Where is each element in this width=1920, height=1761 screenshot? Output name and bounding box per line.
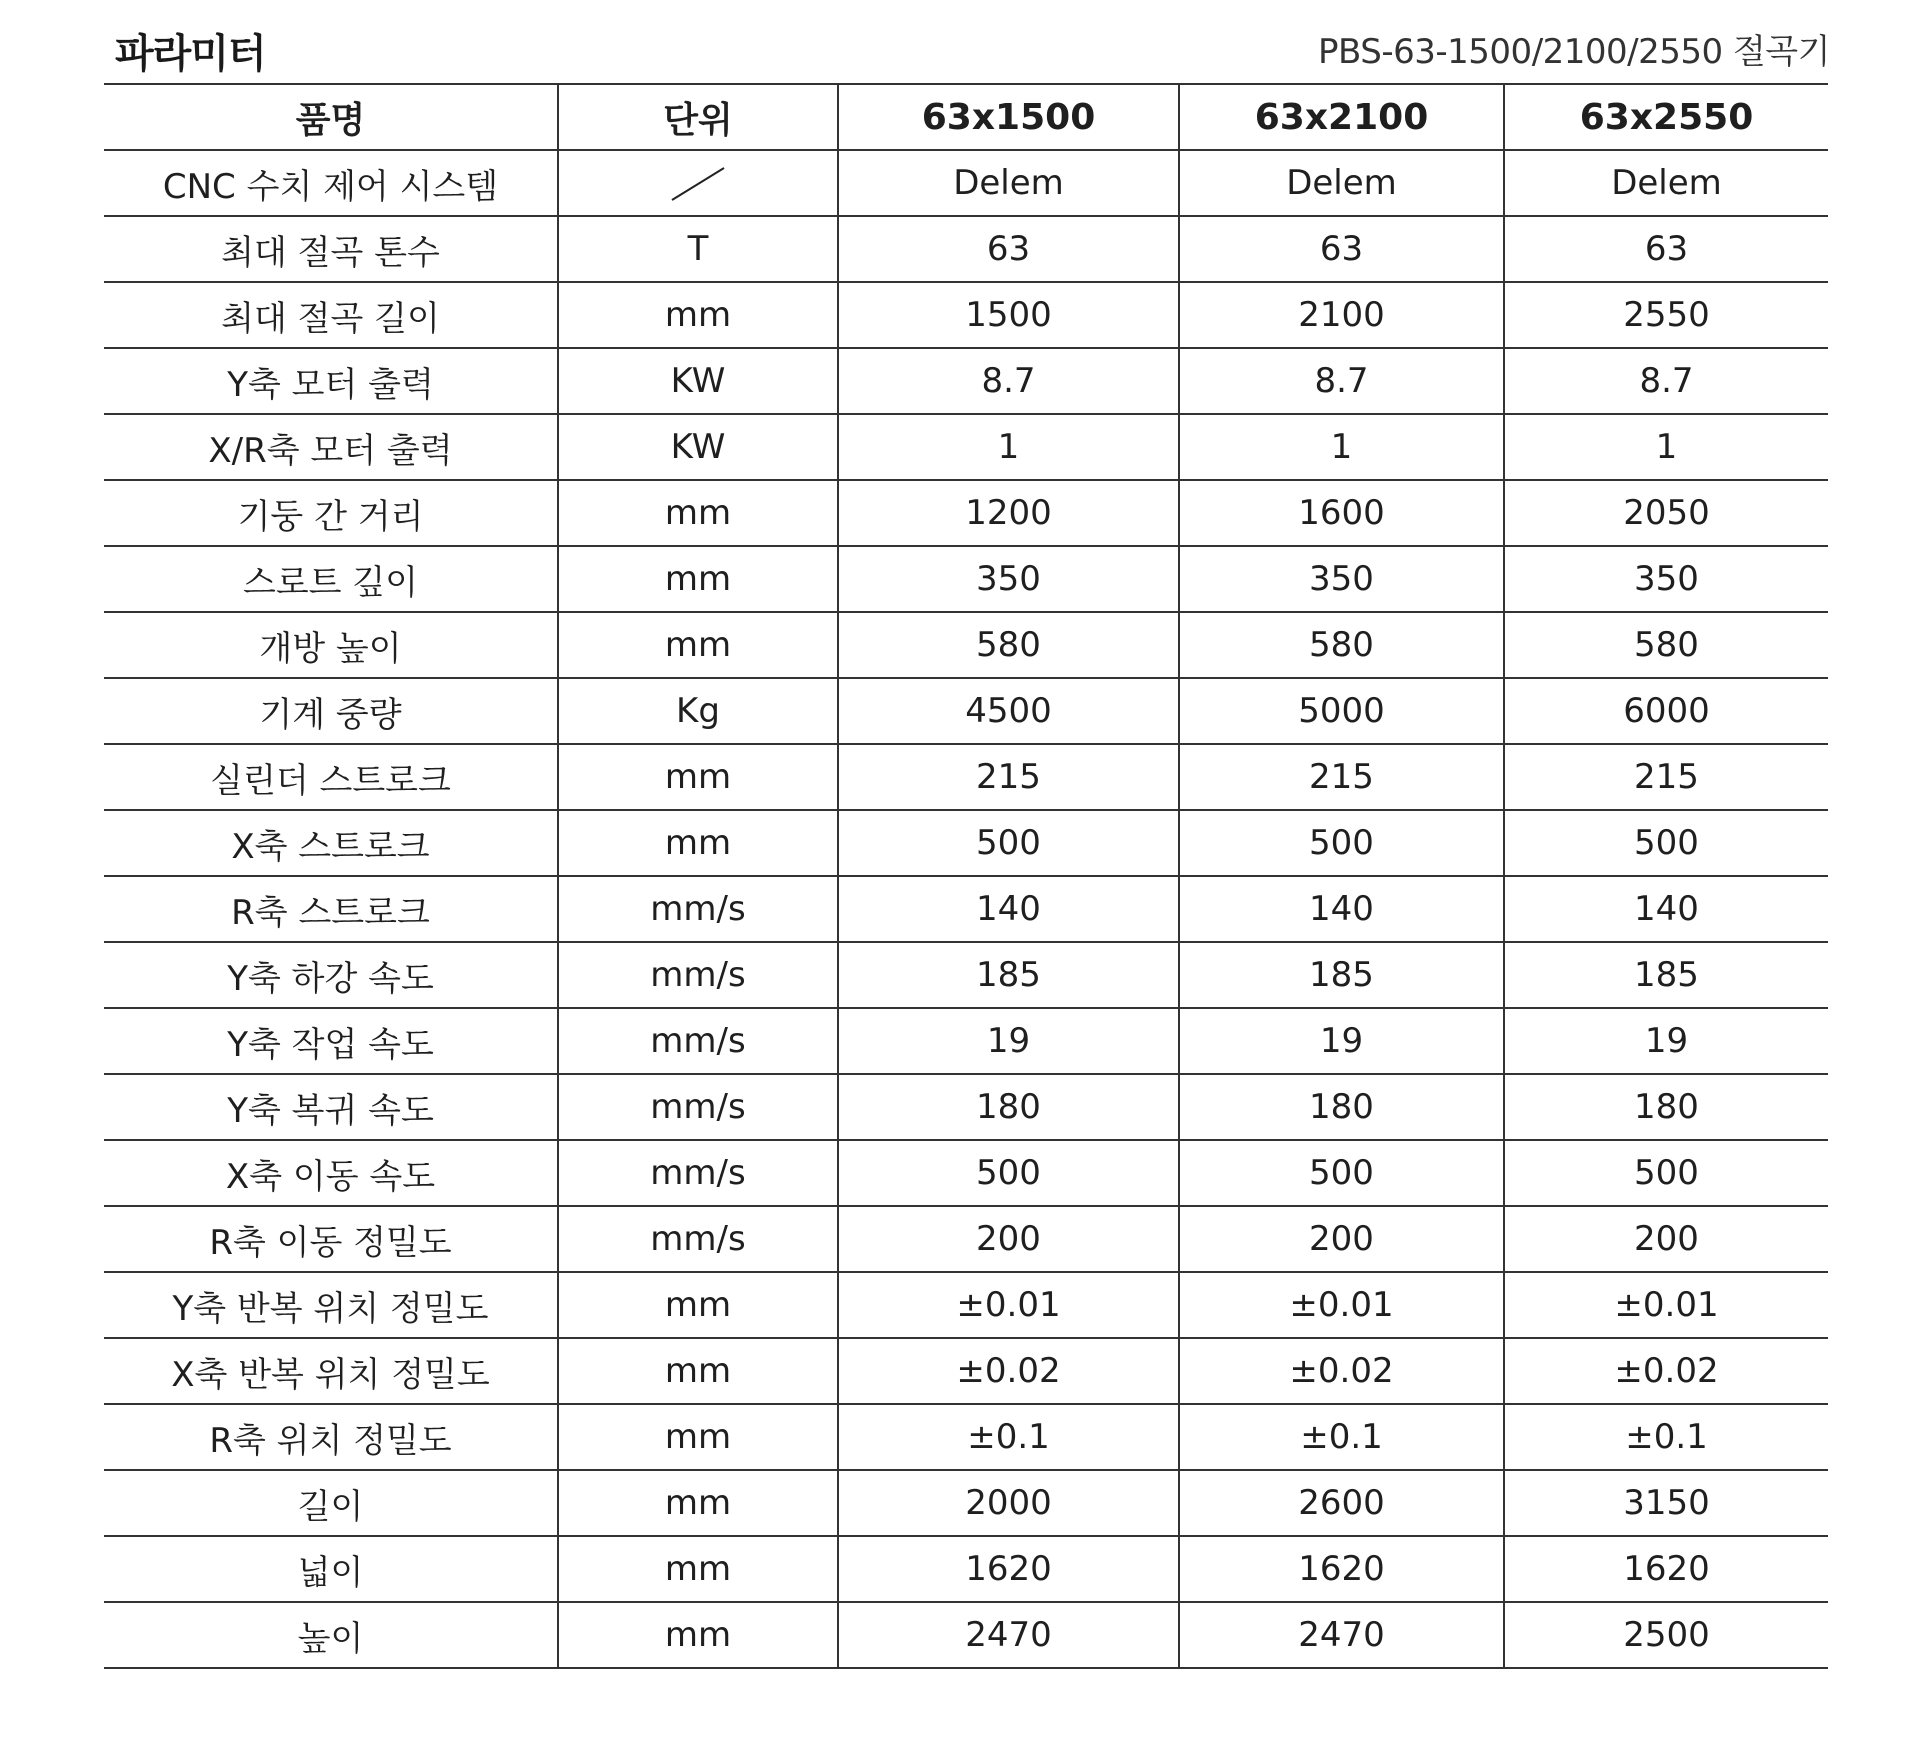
table-row: [104, 216, 1828, 282]
row-value: 2050: [1504, 480, 1828, 546]
column-header-unit: 단위: [558, 84, 838, 150]
row-value: 580: [1179, 612, 1504, 678]
column-header-63x2100: 63x2100: [1179, 84, 1504, 150]
row-value: ±0.02: [1179, 1338, 1504, 1404]
table-row: [104, 546, 1828, 612]
row-value: 2470: [838, 1602, 1179, 1668]
row-unit: mm/s: [558, 1140, 838, 1206]
table-row: [104, 942, 1828, 1008]
column-header-63x1500: 63x1500: [838, 84, 1179, 150]
row-value: 215: [1504, 744, 1828, 810]
row-unit: mm: [558, 1536, 838, 1602]
table-row: [104, 1470, 1828, 1536]
unit-not-applicable-slash: [558, 150, 838, 216]
row-value: 500: [1179, 810, 1504, 876]
row-value: 5000: [1179, 678, 1504, 744]
row-value: ±0.02: [1504, 1338, 1828, 1404]
row-value: 2500: [1504, 1602, 1828, 1668]
table-row: [104, 348, 1828, 414]
row-value: 215: [1179, 744, 1504, 810]
spec-table: [104, 83, 1828, 1669]
table-row: [104, 282, 1828, 348]
row-name: 실린더 스트로크: [104, 744, 558, 810]
row-value: 185: [838, 942, 1179, 1008]
table-row: [104, 1602, 1828, 1668]
row-value: 1200: [838, 480, 1179, 546]
row-name: X/R축 모터 출력: [104, 414, 558, 480]
row-value: 180: [838, 1074, 1179, 1140]
table-row: [104, 480, 1828, 546]
row-value: 1500: [838, 282, 1179, 348]
row-value: 19: [1179, 1008, 1504, 1074]
row-unit: mm: [558, 744, 838, 810]
row-value: 350: [1504, 546, 1828, 612]
row-value: 500: [838, 1140, 1179, 1206]
row-unit: mm: [558, 1338, 838, 1404]
row-value: ±0.01: [1504, 1272, 1828, 1338]
model-subtitle: PBS-63-1500/2100/2550 절곡기: [1318, 32, 1830, 72]
row-unit: mm: [558, 810, 838, 876]
table-row: [104, 678, 1828, 744]
diagonal-slash-icon: [668, 164, 728, 204]
row-name: Y축 하강 속도: [104, 942, 558, 1008]
row-name: Y축 작업 속도: [104, 1008, 558, 1074]
row-value: 185: [1179, 942, 1504, 1008]
row-name: 기계 중량: [104, 678, 558, 744]
row-unit: mm: [558, 1272, 838, 1338]
page-title: 파라미터: [115, 31, 266, 77]
row-value: ±0.01: [1179, 1272, 1504, 1338]
row-unit: mm/s: [558, 1008, 838, 1074]
row-name: 스로트 깊이: [104, 546, 558, 612]
row-value: 6000: [1504, 678, 1828, 744]
row-value: 4500: [838, 678, 1179, 744]
row-name: R축 스트로크: [104, 876, 558, 942]
row-value: 500: [1504, 810, 1828, 876]
row-value: 2100: [1179, 282, 1504, 348]
table-row: [104, 150, 1828, 216]
row-value: ±0.1: [838, 1404, 1179, 1470]
row-value: 200: [1504, 1206, 1828, 1272]
row-name: 넓이: [104, 1536, 558, 1602]
row-unit: T: [558, 216, 838, 282]
row-unit: mm/s: [558, 1074, 838, 1140]
row-name: R축 위치 정밀도: [104, 1404, 558, 1470]
row-value: 63: [1179, 216, 1504, 282]
table-row: [104, 414, 1828, 480]
row-value: 500: [1504, 1140, 1828, 1206]
row-value: 1: [1504, 414, 1828, 480]
row-value: 1: [1179, 414, 1504, 480]
column-header-63x2550: 63x2550: [1504, 84, 1828, 150]
row-value: 8.7: [1504, 348, 1828, 414]
row-value: 350: [1179, 546, 1504, 612]
row-value: 63: [838, 216, 1179, 282]
row-value: 200: [838, 1206, 1179, 1272]
row-value: ±0.1: [1504, 1404, 1828, 1470]
table-row: [104, 1008, 1828, 1074]
row-unit: KW: [558, 414, 838, 480]
row-value: 580: [1504, 612, 1828, 678]
row-name: 길이: [104, 1470, 558, 1536]
row-value: Delem: [1504, 150, 1828, 216]
row-unit: Kg: [558, 678, 838, 744]
row-name: 개방 높이: [104, 612, 558, 678]
row-value: 140: [1179, 876, 1504, 942]
row-value: 1: [838, 414, 1179, 480]
table-row: [104, 744, 1828, 810]
row-value: 215: [838, 744, 1179, 810]
row-name: 최대 절곡 길이: [104, 282, 558, 348]
row-name: X축 스트로크: [104, 810, 558, 876]
row-value: 580: [838, 612, 1179, 678]
table-row: [104, 1404, 1828, 1470]
row-value: ±0.01: [838, 1272, 1179, 1338]
row-value: 1620: [1504, 1536, 1828, 1602]
row-unit: mm: [558, 612, 838, 678]
table-row: [104, 810, 1828, 876]
row-name: 기둥 간 거리: [104, 480, 558, 546]
row-name: X축 이동 속도: [104, 1140, 558, 1206]
row-unit: KW: [558, 348, 838, 414]
row-value: Delem: [1179, 150, 1504, 216]
table-row: [104, 1338, 1828, 1404]
row-value: 1620: [1179, 1536, 1504, 1602]
table-row: [104, 876, 1828, 942]
row-unit: mm: [558, 1470, 838, 1536]
row-value: 350: [838, 546, 1179, 612]
row-value: 200: [1179, 1206, 1504, 1272]
row-value: 63: [1504, 216, 1828, 282]
row-unit: mm: [558, 1404, 838, 1470]
row-value: 2600: [1179, 1470, 1504, 1536]
row-name: X축 반복 위치 정밀도: [104, 1338, 558, 1404]
row-value: 180: [1504, 1074, 1828, 1140]
table-row: [104, 1536, 1828, 1602]
row-value: 1620: [838, 1536, 1179, 1602]
table-row: [104, 1074, 1828, 1140]
table-header-row: [104, 84, 1828, 150]
table-row: [104, 1140, 1828, 1206]
row-unit: mm: [558, 480, 838, 546]
row-value: 2470: [1179, 1602, 1504, 1668]
row-value: 140: [838, 876, 1179, 942]
row-value: 500: [1179, 1140, 1504, 1206]
row-unit: mm/s: [558, 942, 838, 1008]
column-header-name: 품명: [104, 84, 558, 150]
row-value: 1600: [1179, 480, 1504, 546]
table-row: [104, 612, 1828, 678]
row-value: 3150: [1504, 1470, 1828, 1536]
row-unit: mm: [558, 282, 838, 348]
spec-table-body: [104, 150, 1828, 1668]
row-value: 19: [838, 1008, 1179, 1074]
row-value: ±0.02: [838, 1338, 1179, 1404]
row-value: 500: [838, 810, 1179, 876]
row-name: 높이: [104, 1602, 558, 1668]
row-unit: mm: [558, 1602, 838, 1668]
row-value: 19: [1504, 1008, 1828, 1074]
row-name: Y축 반복 위치 정밀도: [104, 1272, 558, 1338]
row-name: Y축 모터 출력: [104, 348, 558, 414]
row-unit: mm: [558, 546, 838, 612]
row-unit: mm/s: [558, 876, 838, 942]
row-name: CNC 수치 제어 시스템: [104, 150, 558, 216]
table-row: [104, 1272, 1828, 1338]
row-value: 185: [1504, 942, 1828, 1008]
row-value: 8.7: [1179, 348, 1504, 414]
table-row: [104, 1206, 1828, 1272]
row-unit: mm/s: [558, 1206, 838, 1272]
row-value: 2000: [838, 1470, 1179, 1536]
row-value: 140: [1504, 876, 1828, 942]
row-value: Delem: [838, 150, 1179, 216]
row-value: 180: [1179, 1074, 1504, 1140]
row-name: Y축 복귀 속도: [104, 1074, 558, 1140]
row-value: 8.7: [838, 348, 1179, 414]
row-value: 2550: [1504, 282, 1828, 348]
row-value: ±0.1: [1179, 1404, 1504, 1470]
row-name: R축 이동 정밀도: [104, 1206, 558, 1272]
row-name: 최대 절곡 톤수: [104, 216, 558, 282]
